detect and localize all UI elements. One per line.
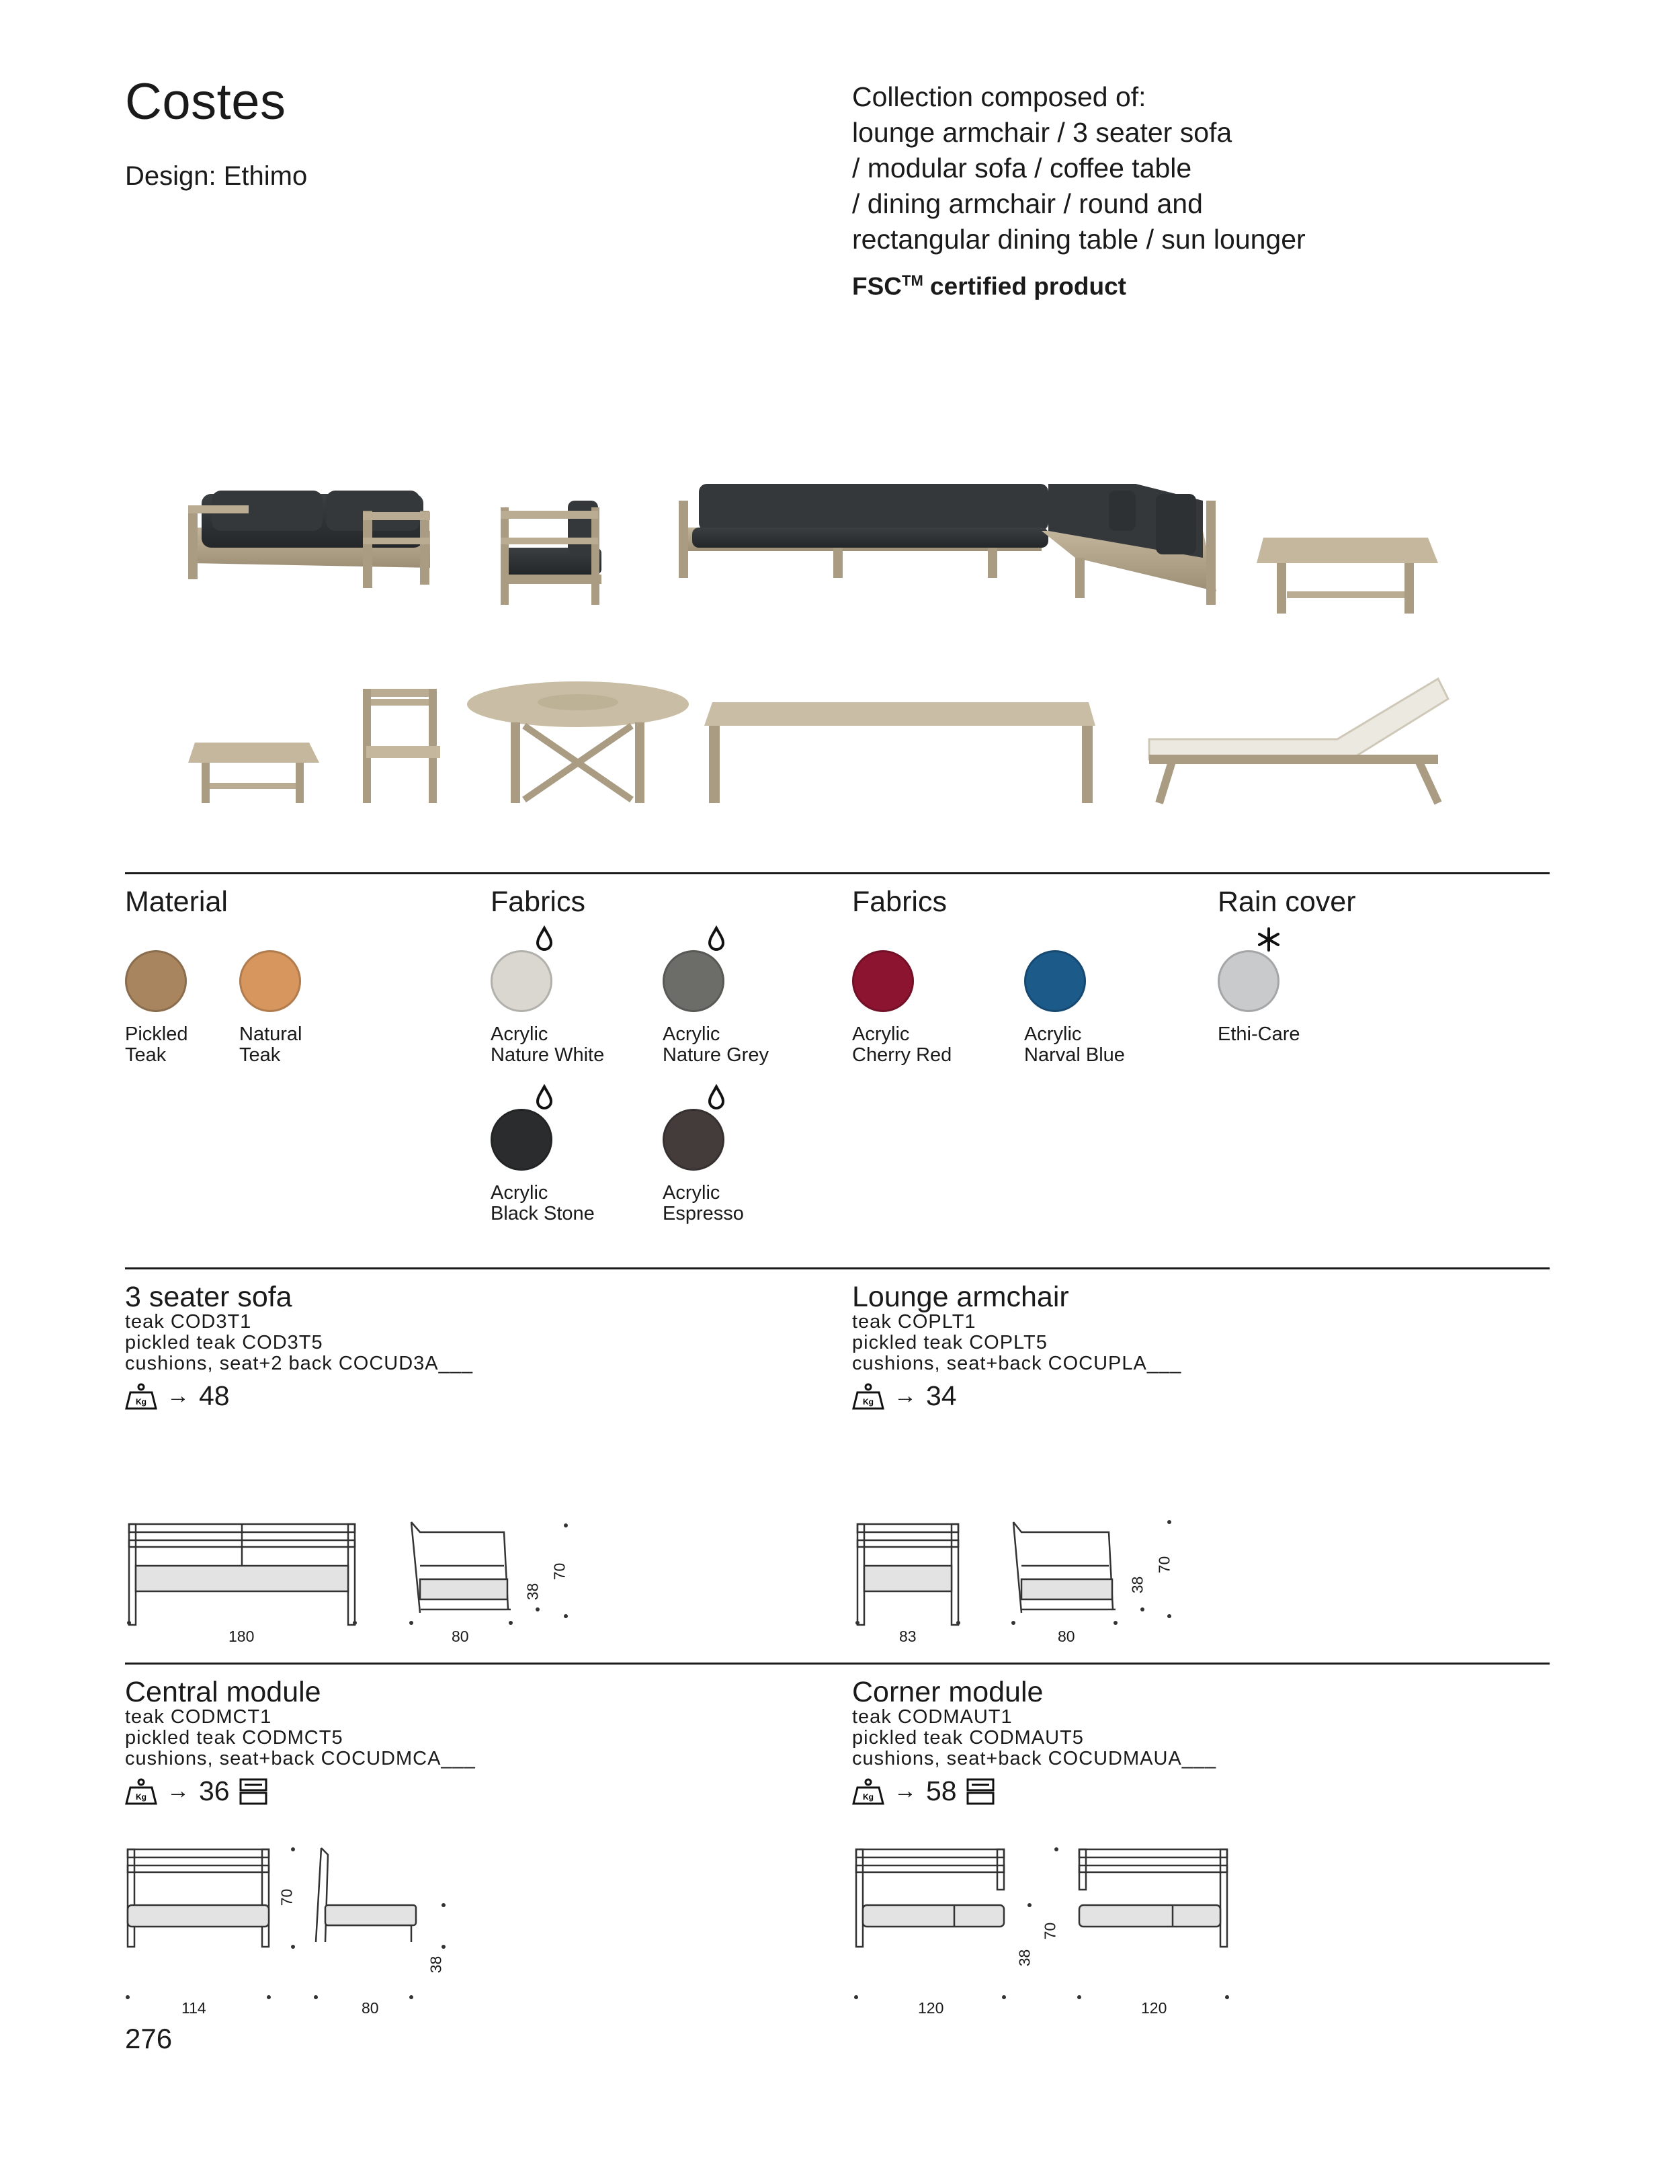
fsc-certification: FSC™ certified product bbox=[852, 272, 1126, 300]
product-code: cushions, seat+back COCUPLA___ bbox=[852, 1353, 1182, 1374]
weight-scale-icon bbox=[125, 1383, 157, 1410]
arrow-right-icon: → bbox=[167, 1778, 190, 1804]
divider bbox=[125, 872, 1550, 874]
technical-drawings-row-2 bbox=[0, 1841, 1680, 2016]
product-code: cushions, seat+2 back COCUD3A___ bbox=[125, 1353, 474, 1374]
stackable-icon bbox=[966, 1778, 995, 1805]
collection-line: rectangular dining table / sun lounger bbox=[852, 224, 1306, 255]
photo-dining-armchair bbox=[363, 689, 440, 803]
dimension-seat-height: 38 bbox=[1128, 1576, 1146, 1594]
weight-scale-icon bbox=[125, 1778, 157, 1805]
swatch-label: Acrylic Nature White bbox=[491, 1023, 605, 1066]
collection-line: / modular sofa / coffee table bbox=[852, 153, 1192, 183]
svg-text:Kg: Kg bbox=[136, 1792, 146, 1802]
swatch-nature-grey[interactable] bbox=[663, 950, 724, 1012]
dimension-width: 114 bbox=[181, 1999, 206, 2017]
product-code: pickled teak COPLT5 bbox=[852, 1332, 1048, 1353]
photo-modular-sofa bbox=[679, 484, 1216, 605]
dimension-total-height: 70 bbox=[1155, 1556, 1173, 1574]
swatch-label: Acrylic Nature Grey bbox=[663, 1023, 769, 1066]
photo-coffee-table-large bbox=[1257, 538, 1438, 614]
photo-lounge-armchair bbox=[501, 501, 601, 605]
fabrics-heading: Fabrics bbox=[852, 886, 947, 918]
dimension-width: 180 bbox=[228, 1628, 255, 1645]
swatch-label: Acrylic Espresso bbox=[663, 1182, 744, 1224]
swatch-label: Ethi-Care bbox=[1218, 1023, 1300, 1045]
dimension-seat-height: 38 bbox=[523, 1583, 542, 1601]
dimension-seat-height: 38 bbox=[1015, 1949, 1034, 1967]
weight-row bbox=[125, 1775, 267, 1807]
dimension-seat-height: 38 bbox=[427, 1956, 445, 1974]
weight-row bbox=[852, 1380, 957, 1412]
swatch-ethi-care[interactable] bbox=[1218, 950, 1279, 1012]
weight-value: 34 bbox=[926, 1380, 957, 1411]
swatch-nature-white[interactable] bbox=[491, 950, 552, 1012]
svg-text:Kg: Kg bbox=[863, 1792, 874, 1802]
swatch-natural-teak[interactable] bbox=[239, 950, 301, 1012]
photo-rectangular-table bbox=[704, 702, 1095, 803]
collection-line: Collection composed of: bbox=[852, 81, 1146, 112]
product-code: pickled teak CODMAUT5 bbox=[852, 1727, 1084, 1749]
dimension-width: 83 bbox=[899, 1628, 917, 1645]
product-corner-module bbox=[852, 1677, 1216, 1769]
product-photos bbox=[0, 0, 1680, 840]
arrow-right-icon: → bbox=[167, 1383, 190, 1409]
weight-scale-icon bbox=[852, 1383, 884, 1410]
dimension-depth: 80 bbox=[1058, 1628, 1075, 1645]
photo-3-seater-sofa bbox=[188, 491, 430, 588]
swatch-espresso[interactable] bbox=[663, 1109, 724, 1171]
dimension-depth: 80 bbox=[362, 1999, 379, 2017]
dimension-width: 120 bbox=[918, 1999, 944, 2017]
product-title: Corner module bbox=[852, 1676, 1044, 1708]
weight-value: 48 bbox=[199, 1380, 230, 1411]
swatch-cherry-red[interactable] bbox=[852, 950, 914, 1012]
dimension-total-height: 70 bbox=[550, 1562, 569, 1581]
dimension-total-height: 70 bbox=[278, 1888, 296, 1906]
arrow-right-icon: → bbox=[894, 1383, 917, 1409]
product-title: Lounge armchair bbox=[852, 1281, 1069, 1313]
product-title: 3 seater sofa bbox=[125, 1281, 292, 1313]
product-code: teak COD3T1 bbox=[125, 1311, 252, 1333]
water-drop-icon bbox=[535, 926, 554, 950]
water-drop-icon bbox=[535, 1085, 554, 1109]
product-code: pickled teak COD3T5 bbox=[125, 1332, 323, 1353]
product-code: cushions, seat+back COCUDMAUA___ bbox=[852, 1748, 1217, 1769]
product-lounge-armchair bbox=[852, 1282, 1181, 1374]
product-code: teak CODMCT1 bbox=[125, 1706, 272, 1728]
material-heading: Material bbox=[125, 886, 228, 918]
collection-title: Costes bbox=[125, 73, 286, 130]
product-code: teak COPLT1 bbox=[852, 1311, 976, 1333]
swatch-narval-blue[interactable] bbox=[1024, 950, 1086, 1012]
svg-text:Kg: Kg bbox=[863, 1396, 874, 1406]
stackable-icon bbox=[239, 1778, 267, 1805]
swatch-label: Natural Teak bbox=[239, 1023, 302, 1066]
swatch-label: Acrylic Black Stone bbox=[491, 1182, 595, 1224]
photo-coffee-table-small bbox=[188, 743, 319, 803]
page-number: 276 bbox=[125, 2023, 173, 2054]
dimension-total-height: 70 bbox=[1041, 1922, 1059, 1940]
svg-text:Kg: Kg bbox=[136, 1396, 146, 1406]
fabrics-heading: Fabrics bbox=[491, 886, 585, 918]
collection-line: lounge armchair / 3 seater sofa bbox=[852, 117, 1232, 148]
dimension-depth: 80 bbox=[452, 1628, 469, 1645]
product-3-seater-sofa bbox=[125, 1282, 473, 1374]
product-title: Central module bbox=[125, 1676, 321, 1708]
product-code: teak CODMAUT1 bbox=[852, 1706, 1013, 1728]
swatch-label: Acrylic Narval Blue bbox=[1024, 1023, 1125, 1066]
product-central-module bbox=[125, 1677, 476, 1769]
photo-sun-lounger bbox=[1149, 679, 1448, 803]
swatch-label: Pickled Teak bbox=[125, 1023, 188, 1066]
dimension-width: 120 bbox=[1141, 1999, 1167, 2017]
collection-line: / dining armchair / round and bbox=[852, 188, 1203, 219]
designer-credit: Design: Ethimo bbox=[125, 161, 308, 191]
product-code: cushions, seat+back COCUDMCA___ bbox=[125, 1748, 476, 1769]
water-drop-icon bbox=[707, 926, 726, 950]
product-code: pickled teak CODMCT5 bbox=[125, 1727, 343, 1749]
weight-row bbox=[852, 1775, 995, 1807]
swatch-label: Acrylic Cherry Red bbox=[852, 1023, 952, 1066]
weight-row bbox=[125, 1380, 230, 1412]
divider bbox=[125, 1267, 1550, 1269]
water-drop-icon bbox=[707, 1085, 726, 1109]
rain-cover-heading: Rain cover bbox=[1218, 886, 1356, 918]
swatch-pickled-teak[interactable] bbox=[125, 950, 187, 1012]
snowflake-icon bbox=[1257, 927, 1281, 952]
weight-value: 58 bbox=[926, 1775, 957, 1806]
photo-round-table bbox=[467, 681, 689, 803]
arrow-right-icon: → bbox=[894, 1778, 917, 1804]
swatch-black-stone[interactable] bbox=[491, 1109, 552, 1171]
divider bbox=[125, 1663, 1550, 1665]
weight-scale-icon bbox=[852, 1778, 884, 1805]
weight-value: 36 bbox=[199, 1775, 230, 1806]
